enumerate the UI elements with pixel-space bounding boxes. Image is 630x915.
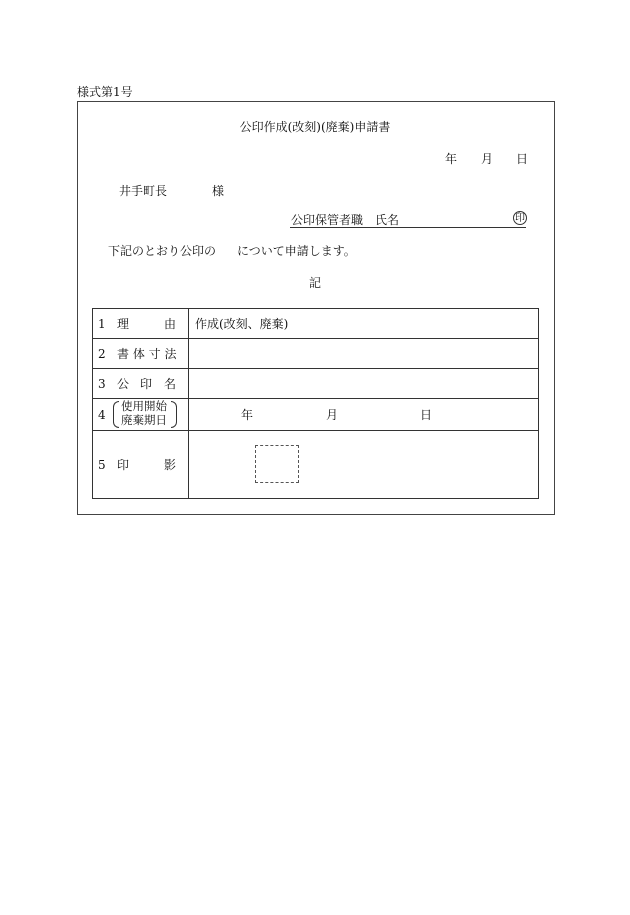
form-number-label: 様式第1号 (77, 85, 133, 99)
row4-bracket-left (113, 401, 119, 428)
applicant-label: 公印保管者職 氏名 (291, 213, 400, 227)
body-text-pre: 下記のとおり公印の (108, 244, 217, 258)
table-row-divider (93, 430, 538, 431)
document-title: 公印作成(改刻)(廃棄)申請書 (239, 120, 391, 134)
row5-number: 5 (98, 458, 106, 472)
row4-label-line2: 廃棄期日 (121, 413, 167, 427)
row5-label-char2: 影 (164, 458, 177, 472)
row4-month-label: 月 (326, 408, 339, 422)
addressee-honorific: 様 (212, 184, 225, 198)
applicant-signature-line[interactable] (290, 227, 526, 228)
date-day-label: 日 (516, 152, 529, 166)
date-month-label: 月 (481, 152, 494, 166)
row3-number: 3 (98, 377, 106, 391)
application-table (92, 308, 539, 499)
seal-impression-box[interactable] (255, 445, 299, 483)
row1-label-char1: 理 (117, 317, 130, 331)
row4-year-label: 年 (241, 408, 254, 422)
row2-number: 2 (98, 347, 106, 361)
date-year-label: 年 (445, 152, 458, 166)
row4-label-line1: 使用開始 (121, 399, 167, 413)
addressee-name: 井手町長 (119, 184, 168, 198)
body-text-post: について申請します。 (237, 244, 356, 258)
row3-label-char3: 名 (164, 377, 177, 391)
row2-label: 書 体 寸 法 (117, 347, 177, 361)
row1-number: 1 (98, 317, 106, 331)
row3-label-char2: 印 (140, 377, 153, 391)
row1-label-char2: 由 (164, 317, 177, 331)
row5-label-char1: 印 (117, 458, 130, 472)
row3-label-char1: 公 (117, 377, 130, 391)
row2-value-field[interactable] (195, 344, 535, 364)
row3-value-field[interactable] (195, 374, 535, 394)
seal-mark: 印 (515, 213, 525, 224)
row4-day-label: 日 (420, 408, 433, 422)
row1-reason-value[interactable]: 作成(改刻、廃棄) (195, 317, 289, 331)
table-row-divider (93, 368, 538, 369)
ki-heading: 記 (308, 276, 321, 290)
table-row-divider (93, 338, 538, 339)
row4-number: 4 (98, 408, 106, 422)
table-column-divider (188, 309, 189, 498)
row4-bracket-right (171, 401, 177, 428)
